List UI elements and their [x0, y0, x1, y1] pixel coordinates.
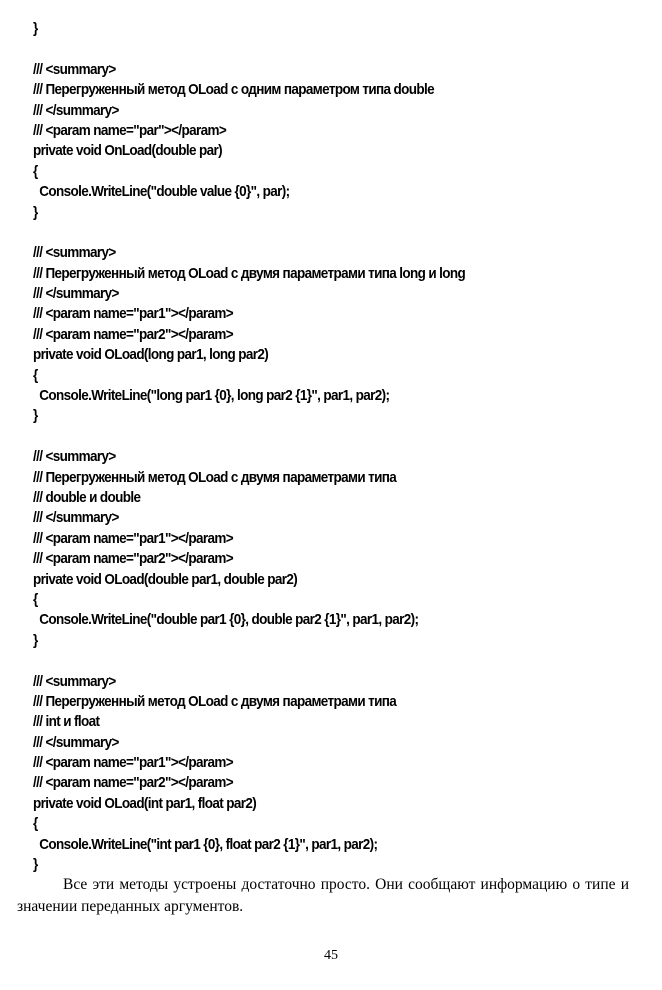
code-line: Console.WriteLine("double par1 {0}, double par2 {1}", par1, par2);	[33, 611, 419, 629]
code-line: /// <param name="par2"></param>	[33, 550, 234, 568]
code-line: /// <summary>	[33, 244, 116, 262]
code-line: /// Перегруженный метод OLoad с одним параметром типа double	[33, 81, 435, 99]
code-line: /// int и float	[33, 713, 100, 731]
code-line: {	[33, 162, 38, 180]
code-line: /// </summary>	[33, 509, 119, 527]
code-line: }	[33, 203, 38, 221]
code-listing	[33, 19, 513, 875]
paragraph: Все эти методы устроены достаточно просто. Они сообщают информацию о типе и значении переданных аргументов.	[17, 876, 629, 915]
code-line: }	[33, 631, 38, 649]
code-line: /// <param name="par1"></param>	[33, 754, 234, 772]
code-line: /// <summary>	[33, 60, 116, 78]
code-line: /// <param name="par"></param>	[33, 121, 227, 139]
code-line: private void OnLoad(double par)	[33, 142, 222, 160]
code-line: /// </summary>	[33, 285, 119, 303]
code-line: private void OLoad(double par1, double par2)	[33, 570, 298, 588]
code-line: /// <param name="par2"></param>	[33, 774, 234, 792]
code-line: private void OLoad(long par1, long par2)	[33, 346, 269, 364]
code-line	[33, 223, 465, 243]
code-line: /// <summary>	[33, 448, 116, 466]
code-line: {	[33, 366, 38, 384]
code-line: /// </summary>	[33, 101, 119, 119]
page-number: 45	[324, 948, 338, 963]
code-line: Console.WriteLine("int par1 {0}, float par2 {1}", par1, par2);	[33, 835, 378, 853]
code-line: /// Перегруженный метод OLoad с двумя параметрами типа	[33, 692, 397, 710]
code-line: /// <param name="par1"></param>	[33, 529, 234, 547]
code-line	[33, 651, 465, 671]
body-text	[17, 874, 629, 918]
code-line: /// <summary>	[33, 672, 116, 690]
code-line: }	[33, 856, 38, 874]
code-line: Console.WriteLine("double value {0}", par);	[33, 183, 290, 201]
code-line: private void OLoad(int par1, float par2)	[33, 794, 257, 812]
code-line: /// <param name="par2"></param>	[33, 325, 234, 343]
code-line: /// </summary>	[33, 733, 119, 751]
code-line: {	[33, 815, 38, 833]
code-line: /// double и double	[33, 488, 141, 506]
code-line: /// Перегруженный метод OLoad с двумя параметрами типа	[33, 468, 397, 486]
code-line	[33, 39, 465, 59]
code-line: {	[33, 590, 38, 608]
code-line: Console.WriteLine("long par1 {0}, long par2 {1}", par1, par2);	[33, 387, 390, 405]
code-line: /// <param name="par1"></param>	[33, 305, 234, 323]
code-line: }	[33, 20, 38, 37]
code-line	[33, 427, 465, 447]
code-line: }	[33, 407, 38, 425]
code-line: /// Перегруженный метод OLoad с двумя параметрами типа long и long	[33, 264, 466, 282]
